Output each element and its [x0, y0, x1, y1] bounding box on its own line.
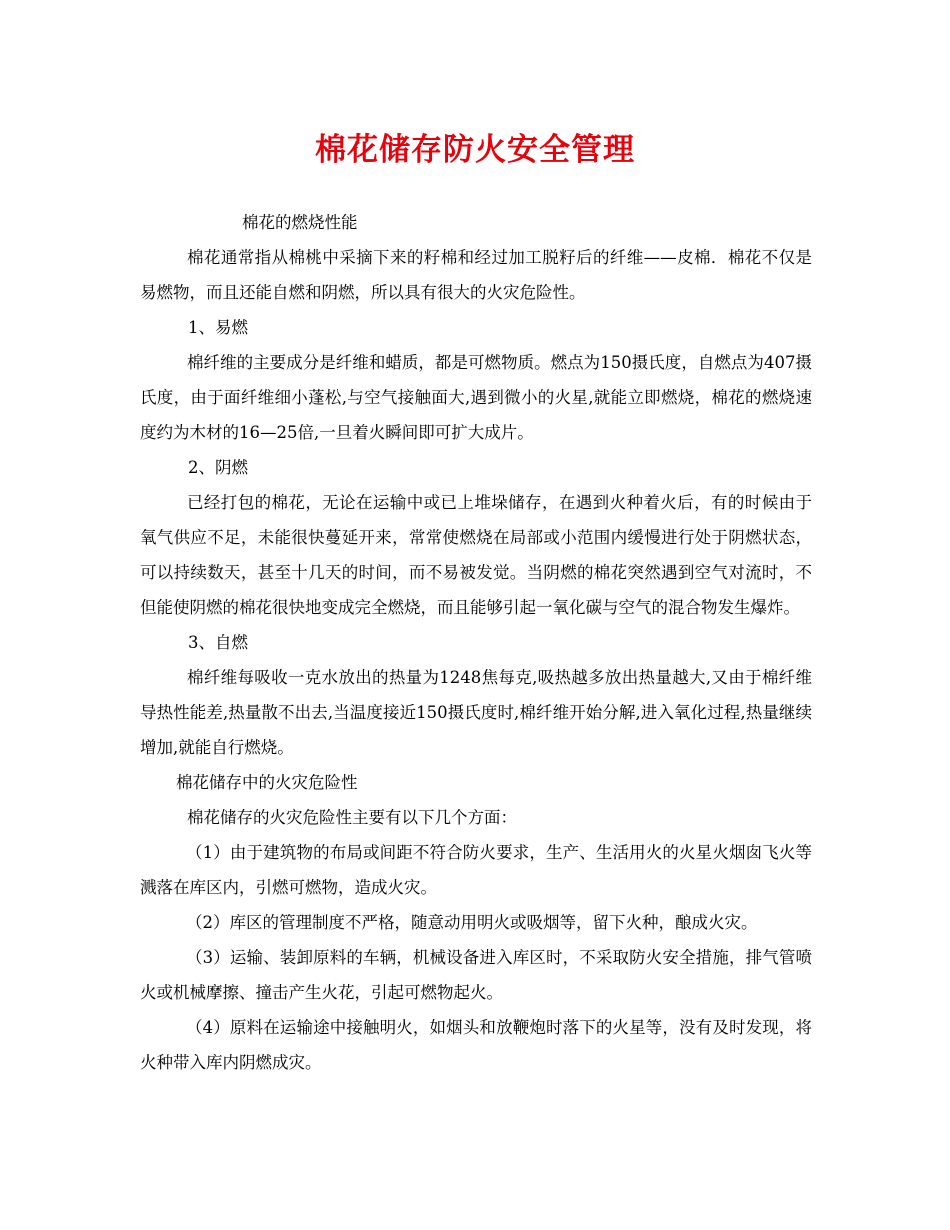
paragraph-spontaneous: 棉纤维每吸收一克水放出的热量为1248焦每克,吸热越多放出热量越大,又由于棉纤维导热性能差,热量散不出去,当温度接近150摄氏度时,棉纤维开始分解,进入氧化过程,热量继续增加,就能自行燃烧。	[140, 668, 812, 757]
subheading-flammable: 1、易燃	[188, 318, 248, 337]
section-heading-combustion: 棉花的燃烧性能	[242, 213, 358, 232]
hazard-point: （2）库区的管理制度不严格，随意动用明火或吸烟等，留下火种，酿成火灾。	[186, 913, 758, 932]
paragraph-hazards-intro: 棉花储存的火灾危险性主要有以下几个方面：	[187, 808, 517, 827]
hazard-point: （1）由于建筑物的布局或间距不符合防火要求，生产、生活用火的火星火烟囱飞火等溅落在库区内，引燃可燃物，造成火灾。	[140, 843, 812, 897]
hazard-point: （3）运输、装卸原料的车辆，机械设备进入库区时，不采取防火安全措施，排气管喷火或机械摩擦、撞击产生火花，引起可燃物起火。	[140, 948, 812, 1002]
paragraph-smoldering: 已经打包的棉花，无论在运输中或已上堆垛储存，在遇到火种着火后，有的时候由于氧气供应不足，未能很快蔓延开来，常常使燃烧在局部或小范围内缓慢进行处于阴燃状态，可以持续数天，甚至十几天的时间，而不易被发觉。当阴燃的棉花突然遇到空气对流时，不但能使阴燃的棉花很快地变成完全燃烧，而且能够引起一氧化碳与空气的混合物发生爆炸。	[140, 493, 812, 617]
paragraph-flammable: 棉纤维的主要成分是纤维和蜡质，都是可燃物质。燃点为150摄氏度，自燃点为407摄氏度，由于面纤维细小蓬松,与空气接触面大,遇到微小的火星,就能立即燃烧，棉花的燃烧速度约为木材的16—25倍,一旦着火瞬间即可扩大成片。	[140, 353, 812, 442]
subheading-smoldering: 2、阴燃	[188, 458, 248, 477]
section-heading-hazards: 棉花储存中的火灾危险性	[176, 773, 358, 792]
document-title: 棉花储存防火安全管理	[315, 132, 635, 168]
subheading-spontaneous: 3、自燃	[188, 633, 248, 652]
paragraph-intro: 棉花通常指从棉桃中采摘下来的籽棉和经过加工脱籽后的纤维——皮棉．棉花不仅是易燃物，而且还能自燃和阴燃，所以具有很大的火灾危险性。	[140, 248, 812, 302]
hazard-point: （4）原料在运输途中接触明火，如烟头和放鞭炮时落下的火星等，没有及时发现，将火种带入库内阴燃成灾。	[140, 1018, 812, 1072]
document-body	[140, 205, 812, 1080]
